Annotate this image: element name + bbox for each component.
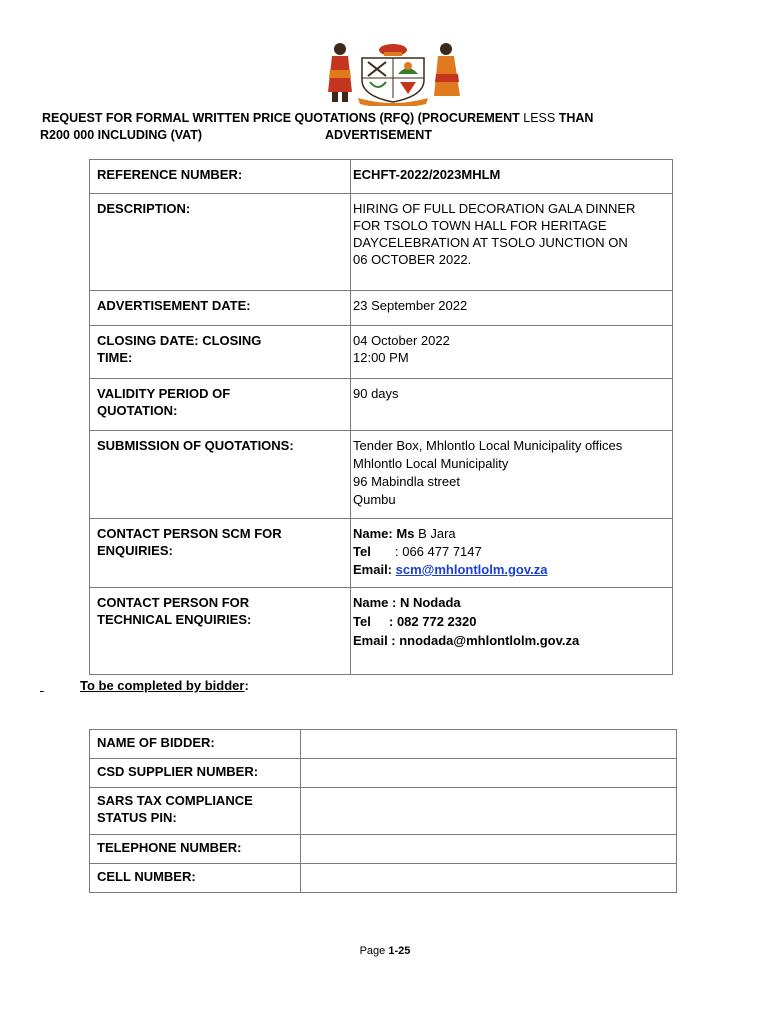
closing-label-line: CLOSING DATE: CLOSING (97, 333, 262, 348)
heading-line2: R200 000 INCLUDING (VAT) (40, 128, 203, 142)
closing-value (351, 326, 673, 379)
table-row (90, 835, 677, 864)
validity-label-line: VALIDITY PERIOD OF (97, 386, 231, 401)
bidder-label-colon: : (244, 678, 249, 693)
page-footer (0, 945, 770, 957)
scm-email-link[interactable]: scm@mhlontlolm.gov.za (395, 562, 548, 577)
validity-value: 90 days (351, 379, 673, 431)
description-line: HIRING OF FULL DECORATION GALA DINNER (353, 201, 636, 216)
csd-number-label: CSD SUPPLIER NUMBER: (90, 759, 301, 788)
sars-pin-label (90, 788, 301, 835)
scm-tel (353, 543, 666, 561)
submission-line: Tender Box, Mhlontlo Local Municipality offices (353, 438, 623, 453)
reference-value: ECHFT-2022/2023MHLM (351, 160, 673, 194)
table-row (90, 588, 673, 675)
municipal-coat-of-arms (318, 40, 468, 106)
cell-number-label: CELL NUMBER: (90, 864, 301, 893)
validity-label-line: QUOTATION: (97, 403, 178, 418)
document-heading (40, 110, 690, 144)
description-line: DAYCELEBRATION AT TSOLO JUNCTION ON (353, 235, 628, 250)
technical-label-line: CONTACT PERSON FOR (97, 595, 250, 610)
scm-contact-value (351, 519, 673, 588)
sars-label-line: STATUS PIN: (97, 810, 177, 825)
table-row (90, 194, 673, 291)
technical-contact-label (90, 588, 351, 675)
closing-label (90, 326, 351, 379)
description-line: 06 OCTOBER 2022. (353, 252, 472, 267)
page-label: Page (359, 945, 386, 957)
table-row (90, 759, 677, 788)
table-row (90, 379, 673, 431)
description-value (351, 194, 673, 291)
submission-label: SUBMISSION OF QUOTATIONS: (90, 431, 351, 519)
scm-label-line: ENQUIRIES: (97, 543, 173, 558)
sars-pin-field[interactable] (301, 788, 677, 835)
rfq-details-table (89, 159, 673, 675)
technical-tel-value: : 082 772 2320 (389, 614, 477, 629)
table-row (90, 326, 673, 379)
technical-tel-label: Tel (353, 614, 371, 629)
underline-spacer (40, 678, 80, 693)
heading-line1: REQUEST FOR FORMAL WRITTEN PRICE QUOTATIONS (RFQ) (PROCUREMENT (42, 111, 520, 125)
scm-name (353, 525, 666, 543)
bidder-name-label: NAME OF BIDDER: (90, 730, 301, 759)
advert-date-label: ADVERTISEMENT DATE: (90, 291, 351, 326)
table-row (90, 291, 673, 326)
scm-label-line: CONTACT PERSON SCM FOR (97, 526, 282, 541)
advert-date-value: 23 September 2022 (351, 291, 673, 326)
submission-line: Qumbu (353, 492, 396, 507)
submission-line: 96 Mabindla street (353, 474, 460, 489)
technical-name: Name : N Nodada (353, 595, 461, 610)
heading-line1-light: LESS (523, 111, 556, 125)
bidder-name-field[interactable] (301, 730, 677, 759)
cell-number-field[interactable] (301, 864, 677, 893)
scm-tel-value: : 066 477 7147 (395, 544, 482, 559)
scm-email (353, 561, 666, 579)
bidder-details-table (89, 729, 677, 893)
scm-email-label: Email: (353, 562, 393, 577)
table-row (90, 788, 677, 835)
scm-name-label: Name: (353, 526, 393, 541)
technical-label-line: TECHNICAL ENQUIRIES: (97, 612, 252, 627)
bidder-label-text: To be completed by bidder (80, 678, 245, 693)
validity-label (90, 379, 351, 431)
scm-tel-label: Tel (353, 544, 371, 559)
scm-contact-label (90, 519, 351, 588)
technical-contact-value (351, 588, 673, 675)
technical-email: Email : nnodada@mhlontlolm.gov.za (353, 633, 580, 648)
reference-label: REFERENCE NUMBER: (90, 160, 351, 194)
sars-label-line: SARS TAX COMPLIANCE (97, 793, 253, 808)
table-row (90, 431, 673, 519)
table-row (90, 160, 673, 194)
closing-label-line: TIME: (97, 350, 133, 365)
csd-number-field[interactable] (301, 759, 677, 788)
submission-value (351, 431, 673, 519)
closing-date: 04 October 2022 (353, 333, 450, 348)
submission-line: Mhlontlo Local Municipality (353, 456, 509, 471)
scm-name-value: B Jara (418, 526, 456, 541)
table-row (90, 864, 677, 893)
closing-time: 12:00 PM (353, 350, 409, 365)
technical-tel (353, 613, 666, 630)
table-row (90, 519, 673, 588)
telephone-label: TELEPHONE NUMBER: (90, 835, 301, 864)
bidder-section-label (40, 678, 249, 693)
scm-name-prefix: Ms (396, 526, 415, 541)
heading-advertisement: ADVERTISEMENT (325, 128, 432, 142)
table-row (90, 730, 677, 759)
heading-line1-end: THAN (558, 111, 594, 125)
telephone-field[interactable] (301, 835, 677, 864)
description-line: FOR TSOLO TOWN HALL FOR HERITAGE (353, 218, 607, 233)
description-label: DESCRIPTION: (90, 194, 351, 291)
page-number: 1-25 (388, 945, 411, 957)
